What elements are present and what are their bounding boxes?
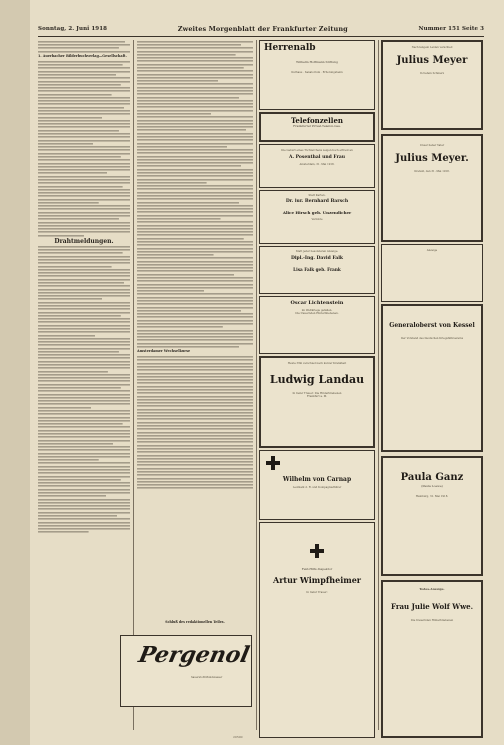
wolf-name: Frau Julie Wolf Wwe. xyxy=(390,601,474,611)
landau-death-notice: Heute früh verschied nach kurzer Krankheit Ludwig Landau In tiefer Trauer: Die Hinterbliebenen Frankfurt a. M. xyxy=(259,356,375,448)
column-news-middle xyxy=(137,40,253,600)
column-news-left xyxy=(38,40,130,730)
ganz-death-notice: Paula Ganz (Paula Loewe) Hamburg, 31. Mai 1918. xyxy=(381,456,483,576)
footer-mark: 20500 xyxy=(233,735,243,739)
engagement-ad-1: Die Geburt eines Töchterchens zeigen hoch erfreut an A. Posenthal und Frau Amsterdam, 31. Mai 1918. xyxy=(259,144,375,188)
ganz-name: Paula Ganz xyxy=(400,472,464,483)
engagement-3-names: Dipl.-Ing. David Falk xyxy=(290,256,344,262)
landau-name: Ludwig Landau xyxy=(269,373,365,387)
header-rule xyxy=(38,36,484,37)
meyer-1-name: Julius Meyer xyxy=(396,55,468,67)
section-heading-drahtmeldungen: Drahtmeldungen. xyxy=(54,238,114,246)
iron-cross-icon xyxy=(310,544,324,558)
telefonzellen-title: Telefonzellen xyxy=(290,116,344,125)
wimpfheimer-pre: Feld-Hilfs-Inspektor xyxy=(301,567,333,571)
herrenalb-ad: Herrenalb Wilhelm Hoffmann Stiftung Kurhaus · Sanatorium · Erholungsheim xyxy=(259,40,375,110)
engagement-3-sub: Lisa Falk geb. Frank xyxy=(293,267,341,273)
column-divider xyxy=(256,40,257,730)
telefonzellen-sub: Frankfurter Privat-Telefon-Ges. xyxy=(293,124,341,128)
article-heading: 1. Auerbacher Bilderbuchverlag—Gesellschaft. xyxy=(38,53,127,58)
column-divider xyxy=(133,40,134,730)
telefonzellen-ad xyxy=(259,112,375,142)
page-margin xyxy=(0,0,30,745)
meyer-death-notice-2: Unser lieber Vater Julius Meyer. Krefeld, den 31. Mai 1918. xyxy=(381,134,483,242)
engagement-1-names: A. Posenthal und Frau xyxy=(288,155,346,161)
pergenol-wordmark: Pergenol xyxy=(136,642,252,668)
carnap-death-notice: Wilhelm von Carnap Leutnant d. R. und Kompagnieführer xyxy=(259,450,375,520)
table-title: Amsterdamer Wechselkurse xyxy=(137,349,191,354)
column-divider xyxy=(378,40,379,730)
engagement-2-names: Dr. iur. Bernhard Barsch xyxy=(285,199,349,205)
herrenalb-name: Herrenalb xyxy=(264,43,316,53)
general-name: Generaloberst von Kessel xyxy=(389,322,475,329)
general-death-notice: Generaloberst von Kessel Der Vorstand des Deutschen Kriegshilfsvereins xyxy=(381,304,483,452)
lichtenstein-name: Oscar Lichtenstein xyxy=(290,300,344,306)
header-title: Zweites Morgenblatt der Frankfurter Zeitung xyxy=(177,25,348,33)
engagement-2-sub: Alice Hirsch geb. Unzendicher xyxy=(282,210,352,216)
header-issue: Nummer 151 Seite 3 xyxy=(418,26,484,32)
editorial-end-heading: Schluß des redaktionellen Teiles. xyxy=(165,620,225,624)
pergenol-ad: Pergenol Sauerstoff-Mundwasser xyxy=(120,635,252,707)
meyer-2-name: Julius Meyer. xyxy=(395,153,469,165)
iron-cross-icon xyxy=(266,456,280,470)
lichtenstein-death-notice: Oscar Lichtenstein im Weltkriege gefallen. Die trauernden Hinterbliebenen. xyxy=(259,296,375,354)
engagement-ad-2: Statt Karten. Dr. iur. Bernhard Barsch Alice Hirsch geb. Unzendicher Verlobte xyxy=(259,190,375,244)
wolf-pre: Todes-Anzeige. xyxy=(419,587,445,591)
wolf-death-notice: Todes-Anzeige. Frau Julie Wolf Wwe. Die trauernden Hinterbliebenen xyxy=(381,580,483,738)
carnap-name: Wilhelm von Carnap xyxy=(282,476,352,483)
wimpfheimer-death-notice: Feld-Hilfs-Inspektor Artur Wimpfheimer In tiefer Trauer: xyxy=(259,522,375,738)
page-header xyxy=(38,22,484,36)
herrenalb-sub: Wilhelm Hoffmann Stiftung xyxy=(296,60,338,64)
engagement-ad-3: Statt jeder besonderen Anzeige. Dipl.-Ing. David Falk Lisa Falk geb. Frank xyxy=(259,246,375,294)
ganz-sub: (Paula Loewe) xyxy=(421,484,443,488)
meyer-death-notice-1: Nach langem Leiden verschied Julius Meyer In tiefem Schmerz xyxy=(381,40,483,130)
wimpfheimer-name: Artur Wimpfheimer xyxy=(272,574,362,585)
header-date: Sonntag, 2. Juni 1918 xyxy=(38,26,108,32)
announcement-ad: Anzeige xyxy=(381,244,483,302)
